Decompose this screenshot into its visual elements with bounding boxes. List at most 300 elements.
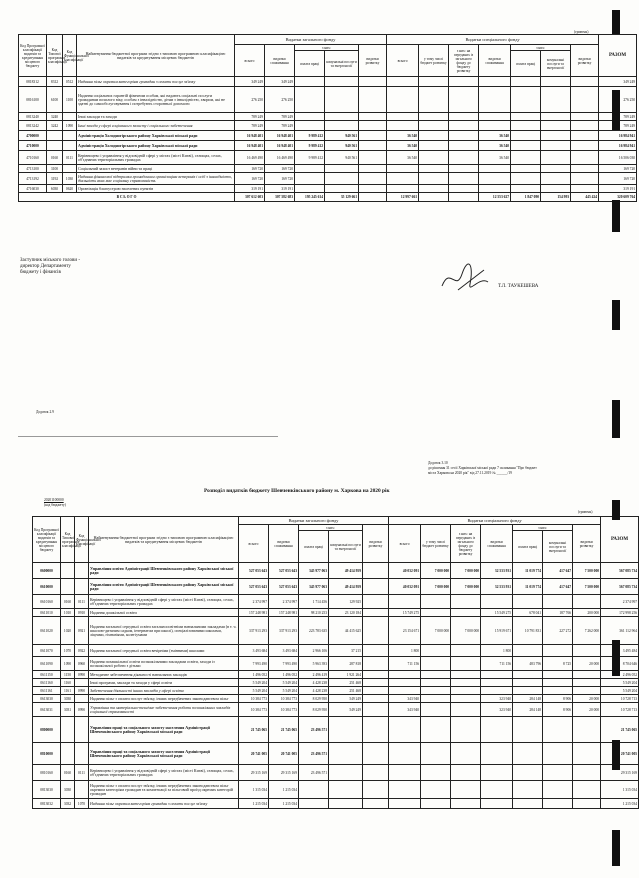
cell-name: Адміністрація Холодногірського району Харківської міської ради xyxy=(77,141,235,151)
cell-sdev xyxy=(571,185,599,193)
cell-sal xyxy=(299,781,329,799)
table-row xyxy=(33,617,639,645)
cell-c3: 0922 xyxy=(75,645,89,657)
cell-dev xyxy=(363,743,389,765)
cell-tot: 7 993 490 xyxy=(239,657,269,671)
total-ut: 35 129 661 xyxy=(325,193,359,202)
cell-sdev xyxy=(573,671,601,679)
cell-dev xyxy=(363,671,389,679)
cell-c3 xyxy=(75,743,89,765)
cell-sut xyxy=(543,743,573,765)
cell-scur: 1 800 xyxy=(481,645,513,657)
cell-scur xyxy=(481,595,513,609)
cell-tot: 169 720 xyxy=(235,165,265,173)
cell-sdev xyxy=(573,799,601,809)
cell-grand: 172 998 256 xyxy=(601,609,639,617)
cell-scur: 36 540 xyxy=(479,141,511,151)
cell-c3: 0111 xyxy=(75,595,89,609)
cell-c3: 0111 xyxy=(63,151,77,165)
cell-cur: 1 215 034 xyxy=(269,799,299,809)
cell-sal xyxy=(295,121,325,131)
cell-grand: 789 249 xyxy=(599,113,637,121)
cell-sut xyxy=(541,151,571,165)
cell-name: Керівництво і управління у відповідній сфері у містах (місті Києві), селищах, селах, об'єднаних територіальних громадах xyxy=(89,765,239,781)
cell-sal: 23 496 571 xyxy=(299,743,329,765)
cell-sinc xyxy=(419,87,449,113)
cell-c3: 1070 xyxy=(75,799,89,809)
cell-stot xyxy=(387,121,419,131)
annex-line-3: міста Харкова на 2020 рік" від 27.11.2019 № ______/19 xyxy=(428,471,512,475)
hdr-s-total: всього xyxy=(387,45,419,77)
cell-sinc xyxy=(419,141,449,151)
cell-tot: 527 053 643 xyxy=(239,563,269,579)
hdr2-incl-budget: у тому числі бюджет розвитку xyxy=(421,525,451,563)
cell-grand: 169 720 xyxy=(599,165,637,173)
cell-sbud xyxy=(451,781,481,799)
hdr2-salary: оплата праці xyxy=(299,531,329,563)
cell-c1: 0813032 xyxy=(33,799,61,809)
cell-ut xyxy=(325,113,359,121)
table-row xyxy=(33,645,639,657)
total-row xyxy=(19,193,637,202)
cell-dev xyxy=(359,121,387,131)
cell-sinc xyxy=(419,121,449,131)
hdr2-s-current: видатки споживання xyxy=(481,525,513,563)
cell-c1: 4710160 xyxy=(19,151,47,165)
cell-tot: 319 191 xyxy=(235,185,265,193)
cell-sbud xyxy=(449,121,479,131)
cell-grand: 29 315 169 xyxy=(601,765,639,781)
cell-grand: 8 704 646 xyxy=(601,657,639,671)
signature-position-3: бюджету і фінансів xyxy=(20,270,61,275)
cell-dev xyxy=(363,781,389,799)
cell-dev xyxy=(363,703,389,717)
cell-scur: 323 940 xyxy=(481,695,513,703)
cell-cur: 16 948 401 xyxy=(265,141,295,151)
cell-sinc xyxy=(421,695,451,703)
cell-ssal: 483 796 xyxy=(513,657,543,671)
cell-stot xyxy=(387,165,419,173)
cell-sbud: 7 000 000 xyxy=(451,617,481,645)
cell-ut xyxy=(325,173,359,185)
total-cur: 307 582 683 xyxy=(265,193,295,202)
cell-dev xyxy=(359,165,387,173)
total-sbud xyxy=(449,193,479,202)
cell-dev xyxy=(363,617,389,645)
cell-ssal xyxy=(511,113,541,121)
cell-stot xyxy=(389,717,421,743)
cell-name: Надання позашкільної освіти позашкільними закладами освіти, заходи із позашкільної роботи з дітьми xyxy=(89,657,239,671)
budget-code-caption: (код бюджету) xyxy=(44,503,66,507)
cell-cur: 527 053 643 xyxy=(269,579,299,595)
cell-cur: 16 948 401 xyxy=(265,131,295,141)
cell-sut xyxy=(541,121,571,131)
cell-sinc xyxy=(419,113,449,121)
budget-code: 20201100000 xyxy=(44,498,64,502)
cell-sbud xyxy=(451,687,481,695)
scan-edge-mark xyxy=(612,400,620,438)
cell-sal xyxy=(295,165,325,173)
cell-grand: 789 249 xyxy=(599,121,637,131)
cell-tot: 1 215 034 xyxy=(239,799,269,809)
cell-c3 xyxy=(75,781,89,799)
cell-sdev xyxy=(571,87,599,113)
hdr-s-of-which: з них: xyxy=(511,45,571,51)
cell-stot xyxy=(389,595,421,609)
cell-ut xyxy=(329,799,363,809)
cell-ssal xyxy=(513,799,543,809)
table-row xyxy=(33,595,639,609)
cell-c3: 1100 xyxy=(63,87,77,113)
cell-grand: 361 112 964 xyxy=(601,617,639,645)
cell-sut: 8 906 xyxy=(543,695,573,703)
hdr-ktpk: Код Типової програмної класифікації xyxy=(47,35,63,77)
cell-sal: 345 977 063 xyxy=(299,579,329,595)
cell-sal xyxy=(299,799,329,809)
cell-tot: 29 315 169 xyxy=(239,765,269,781)
hdr2-s-utilities: комунальні послуги та енергоносії xyxy=(543,531,573,563)
cell-c3 xyxy=(75,579,89,595)
cell-cur: 337 913 293 xyxy=(269,617,299,645)
cell-c3: 1030 xyxy=(63,173,77,185)
hdr-special: Видатки спеціального фонду xyxy=(387,35,599,45)
cell-grand: 2 374 997 xyxy=(601,595,639,609)
cell-stot xyxy=(389,687,421,695)
cell-grand: 16 506 030 xyxy=(599,151,637,165)
cell-c3: 0990 xyxy=(75,703,89,717)
cell-ut: 251 468 xyxy=(329,679,363,687)
cell-name: Організація благоустрою населених пунктів xyxy=(77,185,235,193)
cell-c3 xyxy=(63,113,77,121)
cell-sal: 223 783 635 xyxy=(299,617,329,645)
cell-sdev xyxy=(571,121,599,131)
cell-c1: 4716030 xyxy=(19,185,47,193)
cell-c3 xyxy=(63,141,77,151)
cell-grand: 276 250 xyxy=(599,87,637,113)
cell-sdev: 20 000 xyxy=(573,703,601,717)
cell-scur: 36 540 xyxy=(479,131,511,141)
cell-c2 xyxy=(47,141,63,151)
cell-c2: 1150 xyxy=(61,671,75,679)
cell-sbud xyxy=(449,141,479,151)
table-row xyxy=(33,717,639,743)
cell-cur: 7 993 490 xyxy=(269,657,299,671)
cell-ssal xyxy=(513,743,543,765)
cell-stot: 23 154 671 xyxy=(389,617,421,645)
cell-cur: 5 549 204 xyxy=(269,687,299,695)
cell-sdev xyxy=(573,645,601,657)
cell-tot: 3 493 684 xyxy=(239,645,269,657)
cell-c2: 0160 xyxy=(47,151,63,165)
cell-name: Надання пільг окремим категоріям громадян з оплати послуг зв'язку xyxy=(89,799,239,809)
cell-sal: 1 714 456 xyxy=(299,595,329,609)
cell-dev xyxy=(363,799,389,809)
cell-sdev xyxy=(571,113,599,121)
cell-ssal: 11 019 774 xyxy=(513,563,543,579)
cell-c1: 0613031 xyxy=(33,703,61,717)
table-row xyxy=(33,687,639,695)
cell-dev xyxy=(359,87,387,113)
cell-stot xyxy=(389,781,421,799)
cell-sal xyxy=(295,173,325,185)
cell-scur: 36 540 xyxy=(479,151,511,165)
cell-scur: 32 533 931 xyxy=(481,579,513,595)
total-grand: 320 609 764 xyxy=(599,193,637,202)
scan-edge-mark xyxy=(612,830,620,866)
cell-name: Надання дошкільної освіти xyxy=(89,609,239,617)
hdr2-special: Видатки спеціального фонду xyxy=(389,517,601,525)
cell-c3: 0990 xyxy=(75,671,89,679)
cell-ssal: 11 019 774 xyxy=(513,579,543,595)
cell-sinc xyxy=(419,151,449,165)
cell-c1: 0816100 xyxy=(19,87,47,113)
currency-label-2: (гривень) xyxy=(578,510,593,514)
table-row xyxy=(19,77,637,87)
cell-sbud xyxy=(451,799,481,809)
signature-position-2: директор Департаменту xyxy=(20,264,71,269)
cell-scur xyxy=(481,671,513,679)
cell-grand: 1 315 034 xyxy=(601,781,639,799)
cell-dev xyxy=(359,131,387,141)
annex-line-1: Додаток 3.10 xyxy=(428,461,448,465)
table-row xyxy=(33,563,639,579)
cell-scur xyxy=(479,121,511,131)
cell-sinc xyxy=(421,645,451,657)
cell-cur: 319 191 xyxy=(265,185,295,193)
cell-tot: 20 741 005 xyxy=(239,743,269,765)
cell-cur: 3 493 684 xyxy=(269,645,299,657)
table-row xyxy=(33,695,639,703)
cell-sinc: 7 000 000 xyxy=(421,563,451,579)
hdr-current: видатки споживання xyxy=(265,45,295,77)
cell-tot: 1 315 034 xyxy=(239,781,269,799)
cell-cur: 169 720 xyxy=(265,173,295,185)
cell-sdev xyxy=(573,687,601,695)
cell-sdev xyxy=(573,743,601,765)
cell-scur xyxy=(479,173,511,185)
cell-c1: 0611020 xyxy=(33,617,61,645)
cell-name: Керівництво і управління у відповідній сфері у містах (місті Києві), селищах, селах, об'єднаних територіальних громадах xyxy=(77,151,235,165)
cell-sal: 8 029 950 xyxy=(299,695,329,703)
cell-scur xyxy=(481,687,513,695)
cell-ssal xyxy=(513,595,543,609)
cell-c2: 3031 xyxy=(61,703,75,717)
hdr-s-utilities: комунальні послуги та енергоносії xyxy=(541,51,571,77)
hdr2-of-which: з них: xyxy=(299,525,363,531)
cell-sdev xyxy=(573,765,601,781)
cell-c2 xyxy=(61,579,75,595)
cell-sinc xyxy=(421,679,451,687)
cell-sal: 9 989 412 xyxy=(295,141,325,151)
cell-ut xyxy=(325,165,359,173)
cell-sinc xyxy=(421,595,451,609)
cell-c3 xyxy=(75,563,89,579)
cell-stot xyxy=(389,799,421,809)
hdr-general: Видатки загального фонду xyxy=(235,35,387,45)
cell-dev xyxy=(363,657,389,671)
cell-cur: 789 249 xyxy=(265,121,295,131)
cell-sbud: 7 000 000 xyxy=(451,563,481,579)
table-row xyxy=(33,703,639,717)
cell-c2: 3192 xyxy=(47,173,63,185)
cell-c2: 1070 xyxy=(61,645,75,657)
cell-stot: 36 540 xyxy=(387,141,419,151)
table-row xyxy=(33,743,639,765)
cell-c1: 0613030 xyxy=(33,695,61,703)
cell-ssal xyxy=(511,77,541,87)
scan-edge-mark xyxy=(612,740,620,770)
cell-scur: 15 919 671 xyxy=(481,617,513,645)
cell-stot: 15 749 275 xyxy=(389,609,421,617)
cell-grand: 21 745 065 xyxy=(601,717,639,743)
cell-c1: 0611161 xyxy=(33,687,61,695)
cell-sut xyxy=(541,165,571,173)
cell-ssal xyxy=(511,173,541,185)
cell-sut xyxy=(543,765,573,781)
cell-c2 xyxy=(61,743,75,765)
cell-sinc xyxy=(421,781,451,799)
hdr2-s-development: видатки розвитку xyxy=(573,525,601,563)
total-sinc xyxy=(419,193,449,202)
cell-sut xyxy=(543,671,573,679)
cell-sdev xyxy=(573,679,601,687)
cell-c3 xyxy=(63,131,77,141)
cell-sbud xyxy=(451,703,481,717)
cell-stot xyxy=(387,185,419,193)
cell-c1: 0611150 xyxy=(33,671,61,679)
table-row xyxy=(33,657,639,671)
signature-name: Т.Л. ТАУКЕШЕВА xyxy=(498,284,539,289)
cell-sdev: 7 500 000 xyxy=(573,563,601,579)
cell-cur: 21 745 065 xyxy=(269,717,299,743)
cell-cur: 20 741 005 xyxy=(269,743,299,765)
cell-tot: 2 374 997 xyxy=(239,595,269,609)
hdr-kfk: Код Функціональної класифікації xyxy=(63,35,77,77)
table-expenditures-2 xyxy=(32,516,639,809)
cell-sut xyxy=(543,679,573,687)
cell-ssal xyxy=(513,687,543,695)
cell-c1: 0810160 xyxy=(33,765,61,781)
cell-dev xyxy=(359,151,387,165)
hdr2-kpk: Код Програмної класифікації видатків та кредитування місцевого бюджету xyxy=(33,517,61,563)
cell-dev xyxy=(359,77,387,87)
cell-sut xyxy=(543,717,573,743)
cell-cur: 789 249 xyxy=(265,113,295,121)
cell-tot: 157 248 981 xyxy=(239,609,269,617)
cell-sbud xyxy=(451,695,481,703)
cell-sut xyxy=(541,185,571,193)
cell-cur: 5 549 204 xyxy=(269,679,299,687)
cell-sut xyxy=(543,687,573,695)
cell-name: Керівництво і управління у відповідній сфері у містах (місті Києві), селищах, селах, об'єднаних територіальних громадах xyxy=(89,595,239,609)
hdr-s-current: видатки споживання xyxy=(479,45,511,77)
cell-c1: 0611010 xyxy=(33,609,61,617)
cell-ut: 23 120 184 xyxy=(329,609,363,617)
cell-c1: 4710000 xyxy=(19,141,47,151)
cell-scur xyxy=(481,765,513,781)
cell-c1: 0813240 xyxy=(19,113,47,121)
cell-sut: 227 272 xyxy=(543,617,573,645)
cell-sbud xyxy=(451,657,481,671)
cell-c2: 3100 xyxy=(47,165,63,173)
table-row xyxy=(19,113,637,121)
cell-c1: 4713100 xyxy=(19,165,47,173)
handwritten-signature xyxy=(438,262,498,298)
cell-c3 xyxy=(75,717,89,743)
scan-edge-mark xyxy=(612,500,620,520)
cell-dev xyxy=(359,185,387,193)
cell-stot xyxy=(387,77,419,87)
cell-sbud xyxy=(451,717,481,743)
cell-cur: 169 720 xyxy=(265,165,295,173)
cell-ut xyxy=(325,87,359,113)
cell-ssal xyxy=(513,645,543,657)
cell-c1: 0611070 xyxy=(33,645,61,657)
cell-sinc xyxy=(419,173,449,185)
cell-sdev: 20 000 xyxy=(573,657,601,671)
cell-sbud xyxy=(451,645,481,657)
cell-cur: 276 250 xyxy=(265,87,295,113)
cell-sinc xyxy=(419,165,449,173)
cell-grand: 10 728 713 xyxy=(601,695,639,703)
cell-ssal xyxy=(511,165,541,173)
cell-sbud xyxy=(449,185,479,193)
cell-dev xyxy=(363,687,389,695)
cell-ssal xyxy=(511,87,541,113)
cell-ut: 940 561 xyxy=(325,151,359,165)
cell-sinc: 7 000 000 xyxy=(421,579,451,595)
cell-name: Надання соціальних гарантій фізичним особам, які надають соціальні послуги громадянам похилого віку, особам з інвалідністю, дітям з інвалідністю, хворим, які не здатні до самообслуговування і потребують сторонньої допомоги xyxy=(77,87,235,113)
cell-dev xyxy=(363,579,389,595)
cell-c3: 0111 xyxy=(75,765,89,781)
cell-c3: 0512 xyxy=(63,77,77,87)
cell-sal xyxy=(295,77,325,87)
cell-ut: 940 561 xyxy=(325,141,359,151)
cell-dev xyxy=(363,595,389,609)
cell-sal: 9 989 412 xyxy=(295,131,325,141)
cell-scur: 15 549 275 xyxy=(481,609,513,617)
cell-ut: 251 468 xyxy=(329,687,363,695)
cell-c2: 3242 xyxy=(47,121,63,131)
cell-ssal xyxy=(513,679,543,687)
cell-sbud xyxy=(449,173,479,185)
cell-sut xyxy=(543,799,573,809)
scan-edge-mark xyxy=(612,10,620,34)
cell-dev xyxy=(363,609,389,617)
cell-sut xyxy=(543,595,573,609)
cell-ssal xyxy=(511,131,541,141)
cell-c2: 3030 xyxy=(61,695,75,703)
cell-c1: 4713192 xyxy=(19,173,47,185)
cell-name: Інші заходи у сфері соціального захисту і соціального забезпечення xyxy=(77,121,235,131)
cell-stot: 36 540 xyxy=(387,131,419,141)
cell-tot: 337 913 293 xyxy=(239,617,269,645)
cell-sbud xyxy=(451,679,481,687)
cell-c1: 0813242 xyxy=(19,121,47,131)
cell-sinc xyxy=(421,799,451,809)
cell-stot: 1 800 xyxy=(389,645,421,657)
cell-grand: 1 215 034 xyxy=(601,799,639,809)
cell-sut xyxy=(541,113,571,121)
cell-sdev xyxy=(571,151,599,165)
cell-tot: 1 496 052 xyxy=(239,671,269,679)
table-row xyxy=(19,141,637,151)
cell-cur: 10 384 773 xyxy=(269,695,299,703)
cell-sinc xyxy=(421,671,451,679)
table-row xyxy=(33,781,639,799)
table-row xyxy=(19,185,637,193)
cell-sal: 98 210 253 xyxy=(299,609,329,617)
